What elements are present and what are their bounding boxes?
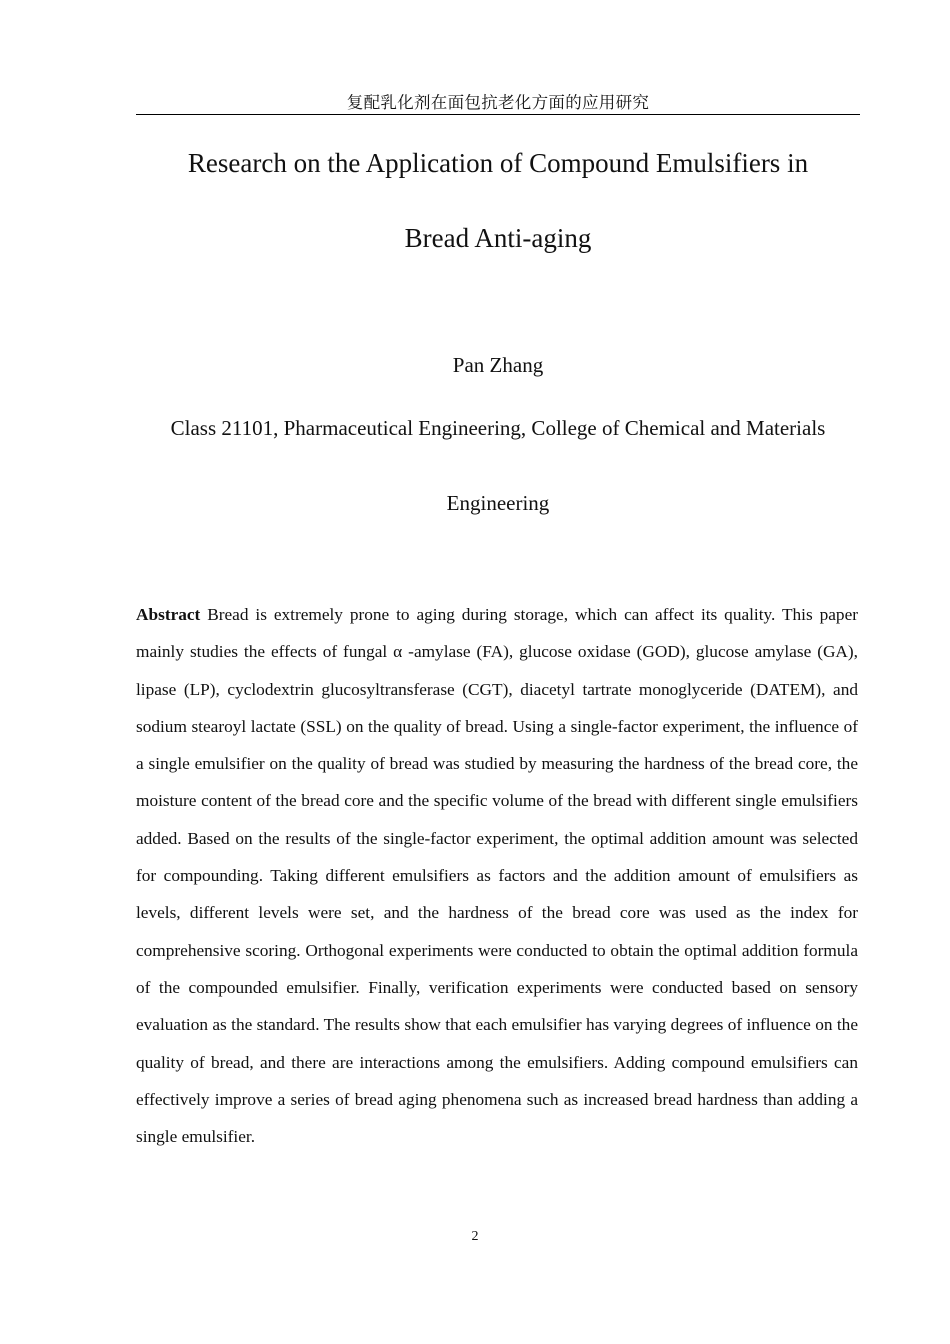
author-affiliation-line-2: Engineering — [446, 491, 550, 515]
author-affiliation-line-1: Class 21101, Pharmaceutical Engineering, College of Chemical and Materials — [170, 416, 826, 440]
abstract-label: Abstract — [136, 605, 201, 624]
abstract-paragraph — [136, 596, 858, 1155]
running-header: 复配乳化剂在面包抗老化方面的应用研究 — [136, 92, 860, 115]
author-name: Pan Zhang — [452, 353, 544, 377]
paper-title-line-2: Bread Anti-aging — [404, 223, 592, 253]
page-number: 2 — [471, 1229, 479, 1244]
abstract-text: Bread is extremely prone to aging during storage, which can affect its quality. This paper mainly studies the effects of fungal α -amylase (FA), glucose oxidase (GOD), glucose amylase (GA), lipase (LP), cyclodextrin glucosyltransferase (CGT), diacetyl tartrate monoglyceride (DATEM), and sodium stearoyl lactate (SSL) on the quality of bread. Using a single-factor experiment, the influence of a single emulsifier on the quality of bread was studied by measuring the hardness of the bread core, the moisture content of the bread core and the specific volume of the bread with different single emulsifiers added. Based on the results of the single-factor experiment, the optimal addition amount was selected for compounding. Taking different emulsifiers as factors and the addition amount of emulsifiers as levels, different levels were set, and the hardness of the bread core was used as the index for comprehensive scoring. Orthogonal experiments were conducted to obtain the optimal addition formula of the compounded emulsifier. Finally, verification experiments were conducted based on sensory evaluation as the standard. The results show that each emulsifier has varying degrees of influence on the quality of bread, and there are interactions among the emulsifiers. Adding compound emulsifiers can effectively improve a series of bread aging phenomena such as increased bread hardness than adding a single emulsifier. — [136, 605, 858, 1147]
paper-title-line-1: Research on the Application of Compound Emulsifiers in — [187, 148, 809, 178]
